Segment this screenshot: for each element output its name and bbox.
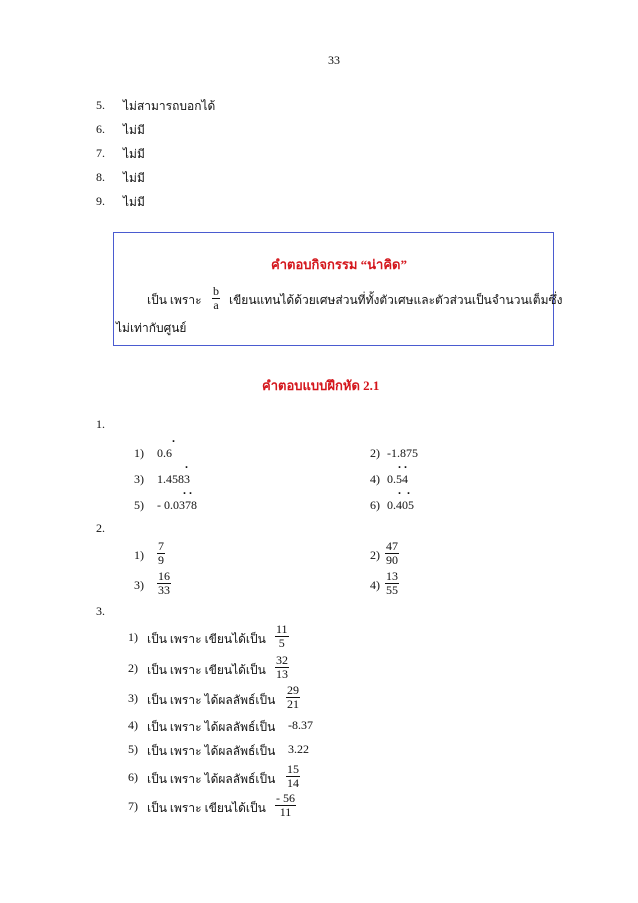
think-box-line1-suffix: เขียนแทนได้ด้วยเศษส่วนที่ทั้งตัวเศษและตัวส่วนเป็นจำนวนเต็มซึ่ง: [229, 293, 563, 307]
exercise-section-title: คำตอบแบบฝึกหัด 2.1: [262, 378, 380, 393]
q1-item-index: 1): [134, 446, 144, 460]
q2-item-index: 2): [370, 548, 380, 562]
q1-item-value: 0.6: [157, 446, 172, 460]
q3-item-index: 4): [128, 718, 138, 732]
question-1-label: 1.: [96, 417, 105, 431]
q1-item-index: 3): [134, 472, 144, 486]
list-item-number: 8.: [96, 170, 105, 184]
list-item-text: ไม่มี: [123, 123, 145, 137]
fraction-denominator: 5: [278, 636, 285, 650]
repeating-dot: . .: [398, 483, 410, 497]
question-2-label: 2.: [96, 521, 105, 535]
q3-item-text: เป็น เพราะ ได้ผลลัพธ์เป็น: [147, 693, 276, 707]
fraction-numerator: - 56: [276, 791, 295, 805]
fraction-numerator: b: [213, 284, 219, 298]
q3-item-value: 3.22: [288, 742, 309, 756]
q3-item-text: เป็น เพราะ เขียนได้เป็น: [147, 632, 266, 646]
fraction-denominator: 9: [158, 553, 164, 567]
repeating-dot: . .: [398, 457, 407, 471]
q1-item-index: 6): [370, 498, 380, 512]
fraction-denominator: 13: [276, 667, 288, 681]
q2-item-index: 1): [134, 548, 144, 562]
q3-item-index: 7): [128, 799, 138, 813]
fraction-denominator: 14: [287, 776, 299, 790]
q3-fraction: [275, 654, 289, 681]
q3-item-index: 5): [128, 742, 138, 756]
fraction-denominator: 33: [158, 583, 170, 597]
fraction-numerator: 29: [287, 683, 299, 697]
fraction-denominator: 21: [287, 697, 299, 711]
fraction-numerator: 7: [158, 539, 164, 553]
fraction-denominator: 11: [279, 805, 292, 819]
q3-item-text: เป็น เพราะ เขียนได้เป็น: [147, 801, 266, 815]
q2-fraction: [157, 540, 165, 567]
list-item-number: 9.: [96, 194, 105, 208]
list-item-number: 6.: [96, 122, 105, 136]
page-number: 33: [328, 53, 340, 67]
q1-item-index: 2): [370, 446, 380, 460]
q1-item-index: 4): [370, 472, 380, 486]
repeating-dot: .: [185, 457, 188, 471]
q2-item-index: 4): [370, 578, 380, 592]
q1-item-value: - 0.0378: [157, 498, 197, 512]
q3-fraction: [286, 763, 300, 790]
q3-item-index: 1): [128, 630, 138, 644]
q3-fraction: [286, 684, 300, 711]
q3-item-text: เป็น เพราะ เขียนได้เป็น: [147, 663, 266, 677]
fraction-numerator: 15: [287, 762, 299, 776]
list-item-number: 5.: [96, 98, 105, 112]
q3-fraction: [275, 792, 296, 819]
q3-item-text: เป็น เพราะ ได้ผลลัพธ์เป็น: [147, 720, 276, 734]
list-item-text: ไม่มี: [123, 195, 145, 209]
fraction-numerator: 11: [276, 622, 288, 636]
q3-item-index: 3): [128, 691, 138, 705]
think-box-line2: ไม่เท่ากับศูนย์: [116, 321, 187, 335]
repeating-dot: .: [172, 431, 175, 445]
fraction-numerator: 47: [386, 539, 398, 553]
q2-item-index: 3): [134, 578, 144, 592]
repeating-dot: . .: [183, 483, 192, 497]
fraction-denominator: a: [213, 298, 219, 312]
q1-item-value: 0.405: [387, 498, 414, 512]
fraction-b-over-a: [212, 285, 220, 312]
q1-item-index: 5): [134, 498, 144, 512]
fraction-numerator: 16: [158, 569, 170, 583]
fraction-denominator: 55: [386, 583, 398, 597]
think-box-title: คำตอบกิจกรรม “น่าคิด”: [271, 257, 407, 272]
q2-fraction: [385, 540, 399, 567]
think-box-line1-prefix: เป็น เพราะ: [147, 293, 202, 307]
list-item-number: 7.: [96, 146, 105, 160]
q3-item-text: เป็น เพราะ ได้ผลลัพธ์เป็น: [147, 772, 276, 786]
fraction-numerator: 13: [386, 569, 398, 583]
q1-item-value: -1.875: [387, 446, 418, 460]
q3-item-text: เป็น เพราะ ได้ผลลัพธ์เป็น: [147, 744, 276, 758]
q2-fraction: [385, 570, 399, 597]
q1-item-value: 0.54: [387, 472, 408, 486]
question-3-label: 3.: [96, 604, 105, 618]
fraction-numerator: 32: [276, 653, 288, 667]
list-item-text: ไม่มี: [123, 171, 145, 185]
q3-item-index: 2): [128, 661, 138, 675]
q3-item-index: 6): [128, 770, 138, 784]
list-item-text: ไม่สามารถบอกได้: [123, 99, 216, 113]
q3-fraction: [275, 623, 289, 650]
q1-item-value: 1.4583: [157, 472, 190, 486]
list-item-text: ไม่มี: [123, 147, 145, 161]
q3-item-value: -8.37: [288, 718, 313, 732]
q2-fraction: [157, 570, 171, 597]
fraction-denominator: 90: [386, 553, 398, 567]
